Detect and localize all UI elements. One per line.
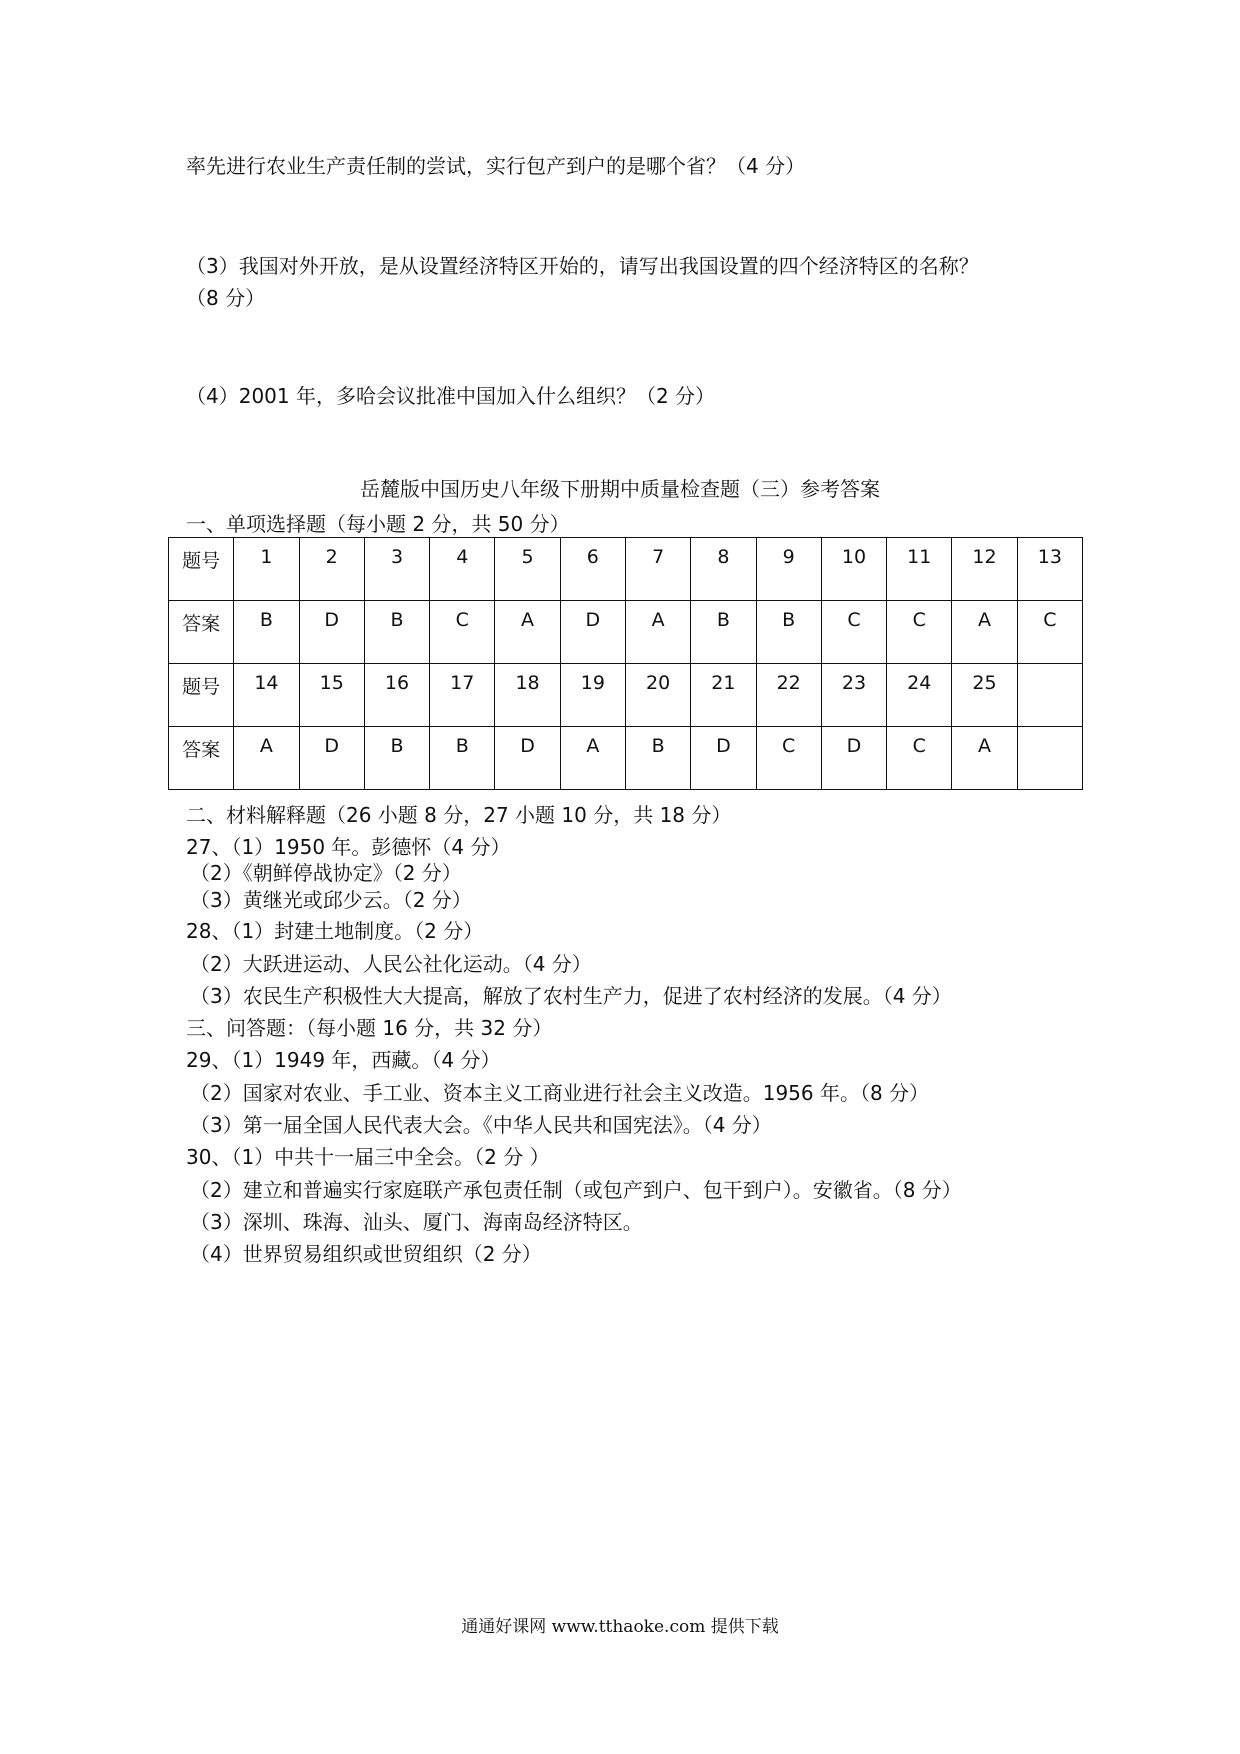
table-cell: B bbox=[691, 601, 756, 664]
table-cell: 14 bbox=[234, 664, 299, 727]
table-row-numbers-1 bbox=[169, 538, 1083, 601]
table-cell: 11 bbox=[887, 538, 952, 601]
table-cell: C bbox=[430, 601, 495, 664]
table-cell: A bbox=[495, 601, 560, 664]
label-answer: 答案 bbox=[169, 727, 234, 790]
table-cell: 7 bbox=[625, 538, 690, 601]
table-cell: 16 bbox=[364, 664, 429, 727]
table-cell: 2 bbox=[299, 538, 364, 601]
table-cell: 1 bbox=[234, 538, 299, 601]
label-answer: 答案 bbox=[169, 601, 234, 664]
answer-line: （3）黄继光或邱少云。（2 分） bbox=[190, 888, 472, 912]
answer-line: （2）《朝鲜停战协定》（2 分） bbox=[190, 861, 462, 885]
page-footer: 通通好课网 www.tthaoke.com 提供下载 bbox=[461, 1617, 779, 1637]
table-cell: A bbox=[952, 727, 1017, 790]
question-4: （4）2001 年，多哈会议批准中国加入什么组织？（2 分） bbox=[186, 384, 716, 408]
table-cell: B bbox=[364, 601, 429, 664]
table-row-numbers-2 bbox=[169, 664, 1083, 727]
table-cell: 8 bbox=[691, 538, 756, 601]
table-cell: D bbox=[299, 727, 364, 790]
label-question-no: 题号 bbox=[169, 538, 234, 601]
answer-line: （2）大跃进运动、人民公社化运动。（4 分） bbox=[190, 952, 592, 976]
table-cell: 22 bbox=[756, 664, 821, 727]
table-cell: 15 bbox=[299, 664, 364, 727]
question-3-line-2: （8 分） bbox=[186, 286, 266, 310]
table-cell: 19 bbox=[560, 664, 625, 727]
label-question-no: 题号 bbox=[169, 664, 234, 727]
answer-table bbox=[168, 537, 1083, 790]
table-cell: D bbox=[560, 601, 625, 664]
table-row-answers-1 bbox=[169, 601, 1083, 664]
answer-key-title: 岳麓版中国历史八年级下册期中质量检查题（三）参考答案 bbox=[360, 477, 880, 501]
answer-line: 30、（1）中共十一届三中全会。（2 分 ） bbox=[186, 1145, 550, 1169]
table-cell: A bbox=[625, 601, 690, 664]
table-cell: D bbox=[821, 727, 886, 790]
table-cell: 17 bbox=[430, 664, 495, 727]
section-1-heading: 一、单项选择题（每小题 2 分，共 50 分） bbox=[186, 512, 570, 536]
table-cell: 13 bbox=[1017, 538, 1082, 601]
answer-line: 29、（1）1949 年，西藏。（4 分） bbox=[186, 1048, 501, 1072]
table-cell: A bbox=[234, 727, 299, 790]
answer-line: （3）农民生产积极性大大提高，解放了农村生产力，促进了农村经济的发展。（4 分） bbox=[190, 984, 952, 1008]
table-cell: A bbox=[560, 727, 625, 790]
table-cell: A bbox=[952, 601, 1017, 664]
table-cell: 9 bbox=[756, 538, 821, 601]
question-3-line-1: （3）我国对外开放，是从设置经济特区开始的，请写出我国设置的四个经济特区的名称？ bbox=[186, 254, 979, 278]
table-cell: 25 bbox=[952, 664, 1017, 727]
answer-line: （2）国家对农业、手工业、资本主义工商业进行社会主义改造。1956 年。（8 分） bbox=[190, 1081, 930, 1105]
table-cell: 18 bbox=[495, 664, 560, 727]
table-cell: B bbox=[430, 727, 495, 790]
table-cell: D bbox=[691, 727, 756, 790]
table-cell: 21 bbox=[691, 664, 756, 727]
table-cell: 24 bbox=[887, 664, 952, 727]
answer-line: （3）第一届全国人民代表大会。《中华人民共和国宪法》。（4 分） bbox=[190, 1113, 772, 1137]
table-cell: 5 bbox=[495, 538, 560, 601]
table-cell: C bbox=[887, 601, 952, 664]
table-cell: D bbox=[495, 727, 560, 790]
table-cell: C bbox=[1017, 601, 1082, 664]
table-cell: B bbox=[756, 601, 821, 664]
table-cell bbox=[1017, 664, 1082, 727]
answer-line: （4）世界贸易组织或世贸组织（2 分） bbox=[190, 1242, 542, 1266]
table-cell: 23 bbox=[821, 664, 886, 727]
table-cell: D bbox=[299, 601, 364, 664]
section-3-heading: 三、问答题：（每小题 16 分，共 32 分） bbox=[186, 1016, 553, 1040]
table-cell: 6 bbox=[560, 538, 625, 601]
table-cell: 3 bbox=[364, 538, 429, 601]
table-cell: B bbox=[364, 727, 429, 790]
answer-line: 27、（1）1950 年。彭德怀（4 分） bbox=[186, 835, 511, 859]
table-cell: 12 bbox=[952, 538, 1017, 601]
table-cell: 4 bbox=[430, 538, 495, 601]
table-cell: C bbox=[821, 601, 886, 664]
answer-line: （2）建立和普遍实行家庭联产承包责任制（或包产到户、包干到户）。安徽省。（8 分） bbox=[190, 1178, 962, 1202]
answer-line: 28、（1）封建土地制度。（2 分） bbox=[186, 919, 484, 943]
answer-line: （3）深圳、珠海、汕头、厦门、海南岛经济特区。 bbox=[190, 1210, 643, 1234]
question-2-continuation: 率先进行农业生产责任制的尝试，实行包产到户的是哪个省？（4 分） bbox=[186, 154, 806, 178]
table-cell bbox=[1017, 727, 1082, 790]
section-2-heading: 二、材料解释题（26 小题 8 分，27 小题 10 分，共 18 分） bbox=[186, 803, 732, 827]
table-cell: 20 bbox=[625, 664, 690, 727]
table-row-answers-2 bbox=[169, 727, 1083, 790]
table-cell: C bbox=[887, 727, 952, 790]
table-cell: B bbox=[234, 601, 299, 664]
table-cell: C bbox=[756, 727, 821, 790]
table-cell: B bbox=[625, 727, 690, 790]
table-cell: 10 bbox=[821, 538, 886, 601]
